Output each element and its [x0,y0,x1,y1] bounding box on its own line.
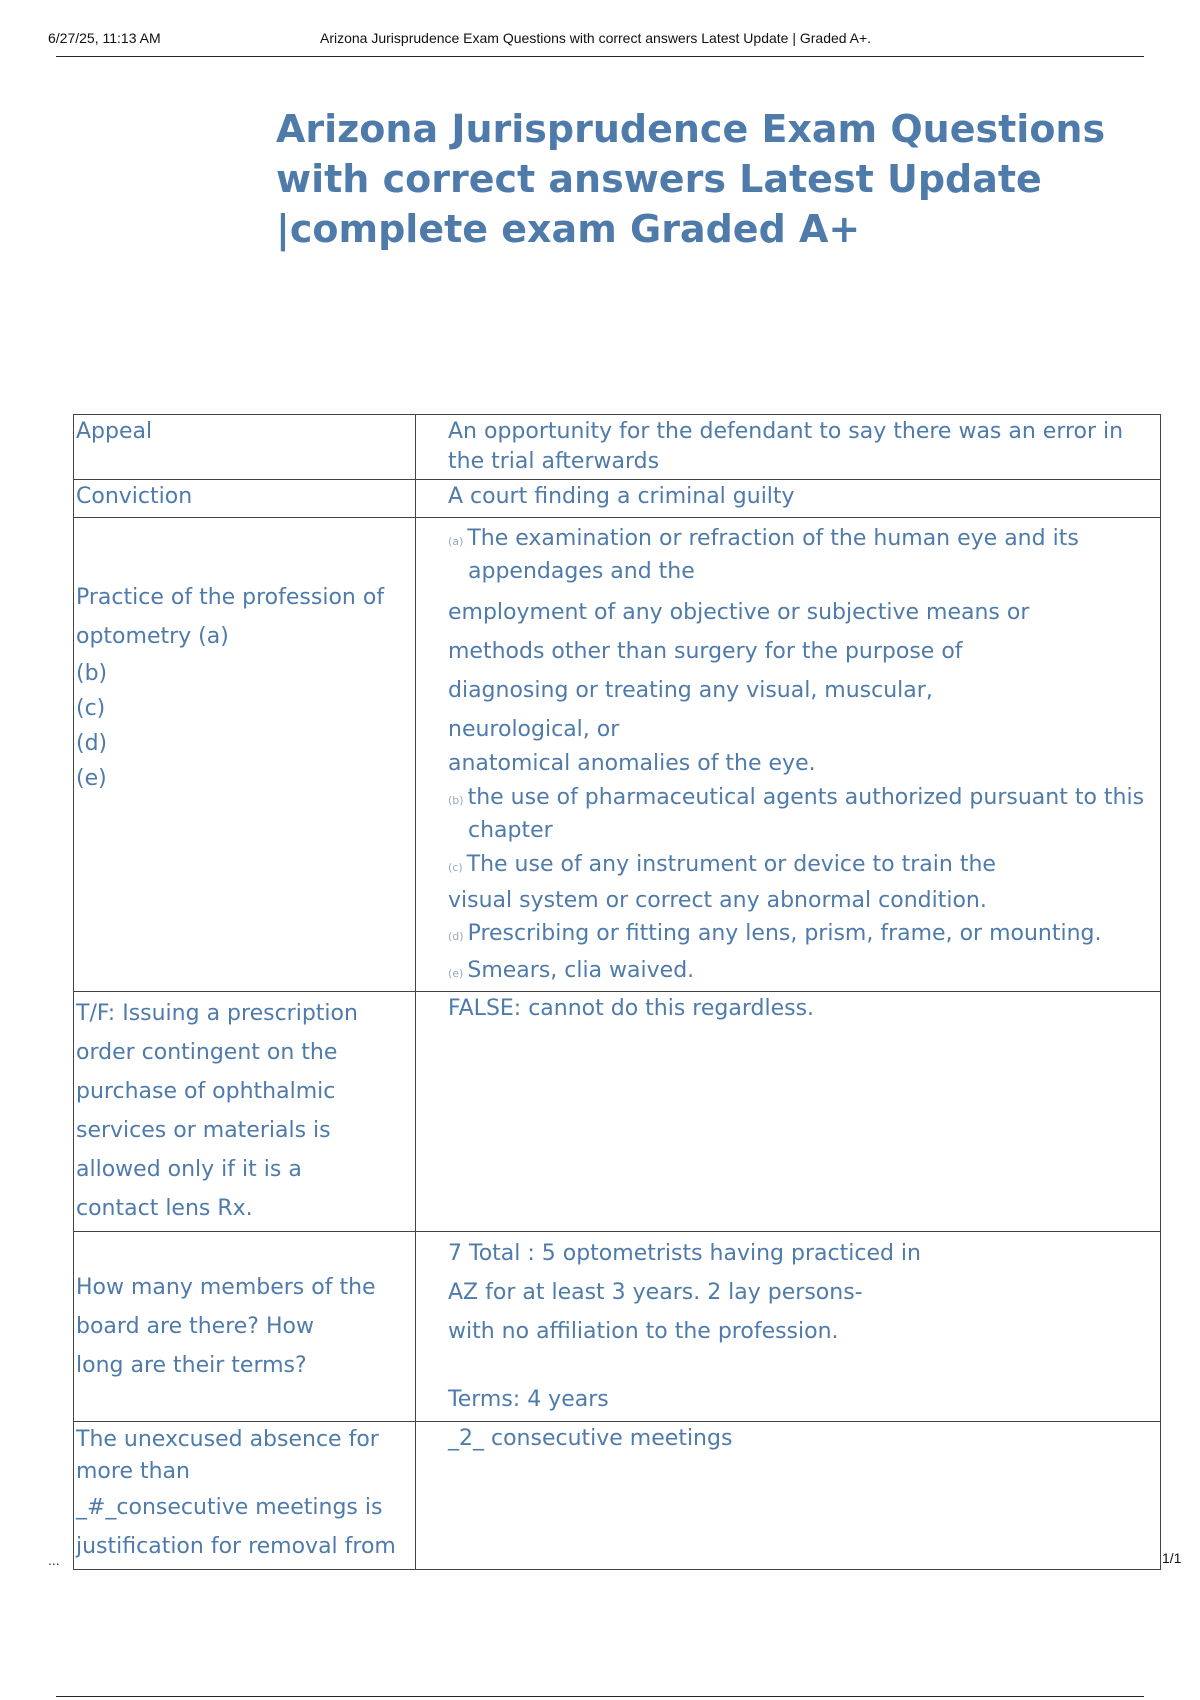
definition-text: FALSE: cannot do this regardless. [448,996,815,1021]
definition-cell [416,518,1161,992]
term-line: board are there? How [76,1314,314,1339]
item-continuation: visual system or correct any abnormal condition. [448,888,987,913]
definition-line: AZ for at least 3 years. 2 lay persons- [448,1280,863,1305]
term-line: (e) [76,766,107,791]
item-text: the use of pharmaceutical agents authorized pursuant to this [467,785,1145,810]
definition-item-c [448,850,1154,919]
definition-item-a-end [448,749,1154,779]
print-date: 6/27/25, 11:13 AM [48,30,161,46]
term-cell [74,1232,416,1422]
page-number: 1/1 [1162,1550,1182,1566]
term-line: justification for removal from [76,1534,396,1559]
table-row [74,1232,1161,1422]
item-marker: (e) [448,967,464,980]
term-line: purchase of ophthalmic [76,1079,336,1104]
term-line: services or materials is [76,1118,331,1143]
footer-rule [56,1696,1144,1697]
definition-text: An opportunity for the defendant to say there was an error in the trial afterwards [448,419,1124,474]
term-cell [74,1422,416,1570]
spacer [448,1351,1154,1377]
term-line: Practice of the profession of [76,585,385,610]
item-marker: (c) [448,861,463,874]
definition-cell [416,1422,1161,1570]
term-line: allowed only if it is a [76,1157,302,1182]
definition-cell [416,992,1161,1232]
table-row [74,480,1161,518]
definition-line: anatomical anomalies of the eye. [448,751,816,776]
definition-cell [416,1232,1161,1422]
term-line: optometry (a) [76,624,229,649]
term-line: The unexcused absence for [76,1427,379,1452]
term-line: How many members of the [76,1275,376,1300]
term-line: contact lens Rx. [76,1196,253,1221]
print-title: Arizona Jurisprudence Exam Questions with correct answers Latest Update | Graded A+. [320,30,872,46]
definition-text: _2_ consecutive meetings [448,1426,733,1451]
definition-item-e [448,956,1154,989]
definition-item-d [448,919,1154,952]
document-title: Arizona Jurisprudence Exam Questions with correct answers Latest Update |complete exam Graded A+ [276,107,1106,251]
item-text: Prescribing or fitting any lens, prism, frame, or mounting. [467,921,1102,946]
item-marker: (a) [448,535,464,548]
definition-cell [416,415,1161,480]
table-row [74,415,1161,480]
definition-line: with no affiliation to the profession. [448,1319,839,1344]
item-continuation: appendages and the [468,559,695,584]
definition-line: 7 Total : 5 optometrists having practiced in [448,1241,921,1266]
term-cell [74,992,416,1232]
term-line: _#_consecutive meetings is [76,1495,383,1520]
item-marker: (d) [448,930,464,943]
term-line: more than [76,1459,190,1484]
term-cell [74,480,416,518]
term-line: order contingent on the [76,1040,338,1065]
header-rule [56,56,1144,57]
definition-item-a-continued [448,593,1154,749]
term-cell [74,518,416,992]
term-cell [74,415,416,480]
definition-cell [416,480,1161,518]
item-continuation: chapter [468,818,553,843]
definition-terms: Terms: 4 years [448,1387,609,1412]
term-text: Conviction [76,484,193,509]
definition-text: A court finding a criminal guilty [448,484,795,509]
item-text: The examination or refraction of the human eye and its [467,526,1079,551]
definition-line: employment of any objective or subjective means or [448,600,1030,625]
footer-ellipsis: ... [48,1552,60,1568]
definition-line: diagnosing or treating any visual, muscular, [448,678,933,703]
table-row [74,518,1161,992]
item-text: Smears, clia waived. [467,958,695,983]
definition-item-b [448,783,1154,846]
term-text: Appeal [76,419,153,444]
item-text: The use of any instrument or device to train the [466,852,996,877]
term-line: T/F: Issuing a prescription [76,1001,358,1026]
term-line: (b) [76,661,108,686]
table-row [74,992,1161,1232]
item-marker: (b) [448,794,464,807]
table-row [74,1422,1161,1570]
term-line: long are their terms? [76,1353,307,1378]
definition-item-a [448,524,1154,587]
term-line: (d) [76,731,108,756]
term-line: (c) [76,696,106,721]
definition-line: methods other than surgery for the purpose of [448,639,963,664]
definition-line: neurological, or [448,717,620,742]
qa-table [73,414,1161,1570]
